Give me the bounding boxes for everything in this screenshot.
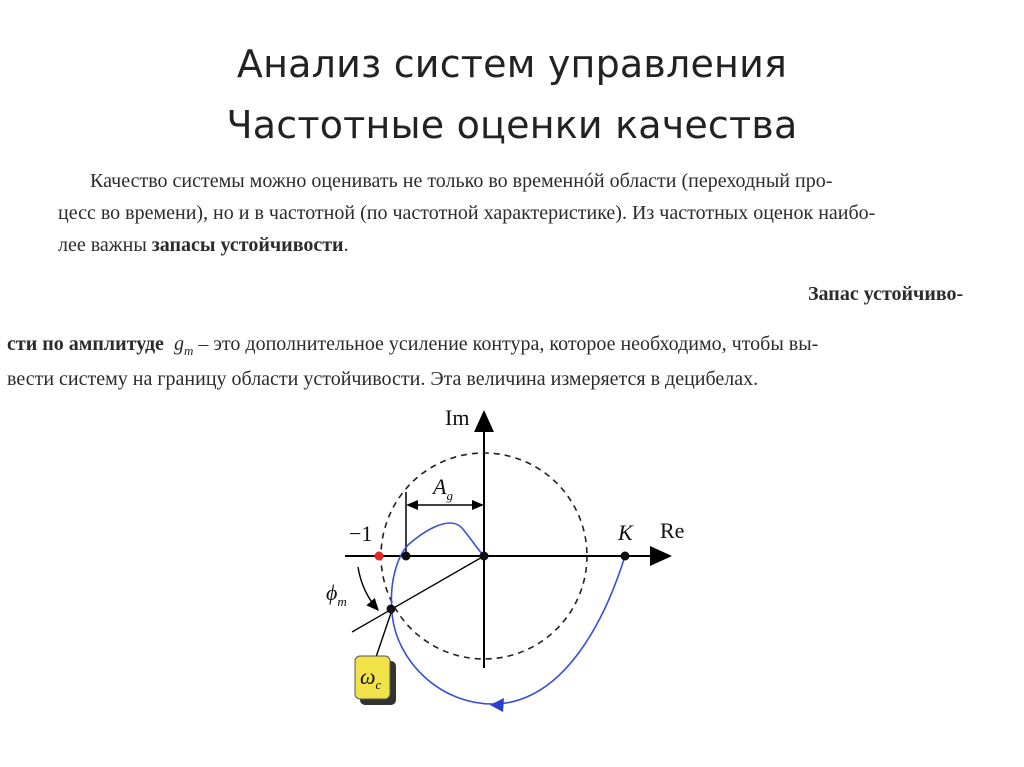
paragraph1-line1: Качество системы можно оценивать не только во временнóй области (переходный про-: [90, 170, 833, 192]
origin-point: [480, 552, 489, 561]
omega-callout-line: [376, 613, 391, 657]
slide-title-line2: Частотные оценки качества: [226, 103, 798, 147]
phase-radius-line: [352, 556, 484, 632]
ag-label: $A_g$: [433, 474, 453, 503]
real-axis-crossing-point: [402, 552, 411, 561]
phase-margin-label: $\phi_m$: [326, 580, 347, 609]
real-axis-label: Re: [660, 518, 685, 543]
nyquist-curve: [391, 523, 625, 704]
paragraph2-line2-rest: – это дополнительное усиление контура, которое необходимо, чтобы вы-: [193, 333, 819, 355]
gain-margin-term-part1: Запас устойчиво-: [808, 283, 964, 305]
paragraph1-line2: цесс во времени), но и в частотной (по частотной характеристике). Из частотных оценок наибо-: [58, 202, 876, 224]
gain-margin-term-part2: сти по амплитуде: [7, 333, 164, 355]
paragraph1-line3-suffix: .: [343, 234, 349, 256]
k-label: K: [618, 520, 633, 545]
imag-axis-label: Im: [445, 405, 470, 430]
critical-point: [375, 552, 384, 561]
stability-margins-term: запасы устойчивости: [151, 234, 344, 256]
omega-callout-label: $\omega_c$: [360, 664, 382, 692]
paragraph1-line3-prefix: лее важны: [58, 234, 152, 256]
crossover-point: [387, 605, 396, 614]
ag-arrow-right: [472, 500, 484, 510]
minus-one-label: −1: [349, 521, 373, 546]
gain-margin-symbol-sub: m: [183, 343, 194, 358]
k-point: [621, 552, 630, 561]
slide-title-line1: Анализ систем управления: [236, 42, 788, 86]
gain-margin-symbol: g: [173, 333, 184, 355]
phase-margin-arc: [358, 567, 378, 610]
nyquist-direction-arrow: [490, 698, 504, 712]
ag-arrow-left: [406, 500, 418, 510]
paragraph2-line3: вести систему на границу области устойчивости. Эта величина измеряется в децибелах.: [7, 368, 759, 390]
